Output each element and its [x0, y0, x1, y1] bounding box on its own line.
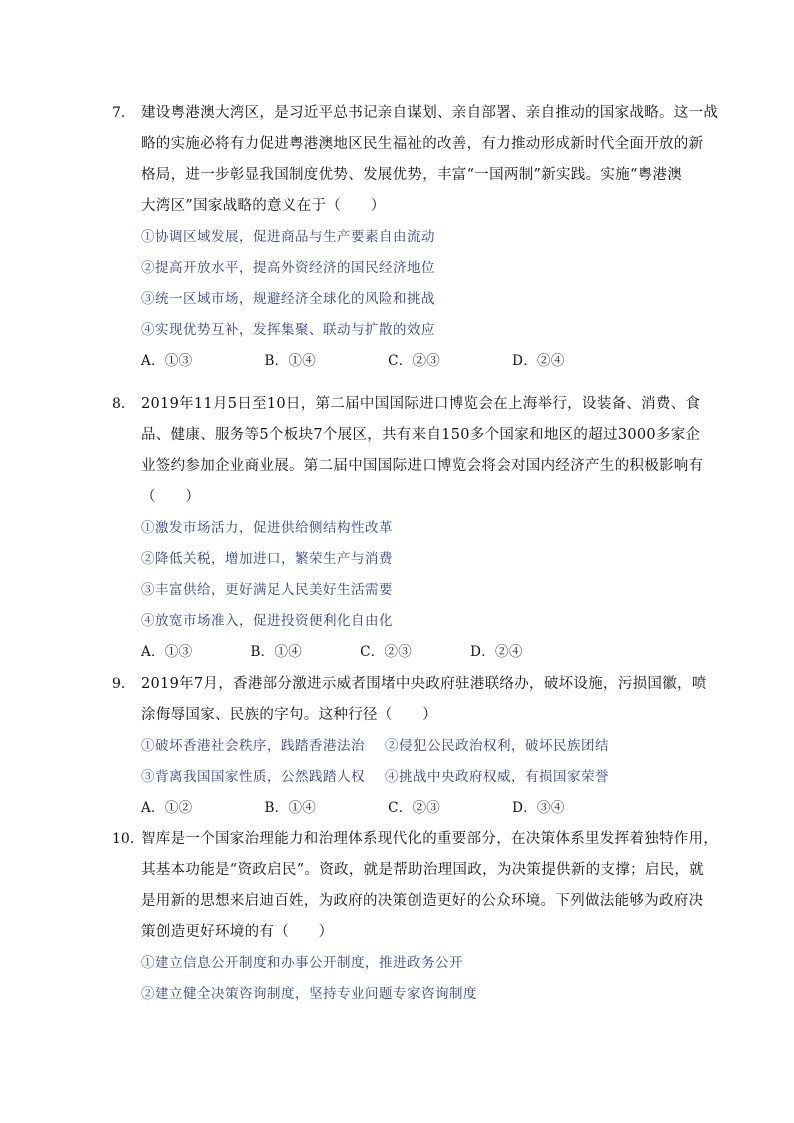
statement-option: ②建立健全决策咨询制度，坚持专业问题专家咨询制度	[141, 986, 477, 1002]
answer-choices	[141, 637, 692, 668]
choice-a: A．①③	[141, 353, 193, 369]
statement-option: ①破坏香港社会秩序，践踏香港法治	[141, 738, 365, 754]
choice-a: A．①③	[141, 644, 193, 660]
question-stem-line: 其基本功能是“资政启民”。资政，就是帮助治理国政，为决策提供新的支撑；启民，就	[141, 862, 705, 878]
statement-option: ③丰富供给，更好满足人民美好生活需要	[141, 582, 393, 598]
question-8	[112, 389, 704, 668]
statement-option-row	[141, 762, 692, 793]
question-number: 8．	[112, 396, 135, 412]
choice-c: C．②③	[360, 644, 413, 660]
question-7	[112, 98, 719, 377]
question-stem-line: 业签约参加企业商业展。第二届中国国际进口博览会将会对国内经济产生的积极影响有	[141, 458, 704, 474]
statement-option: ①协调区域发展，促进商品与生产要素自由流动	[141, 229, 435, 245]
question-stem-line: 涂侮辱国家、民族的字句。这种行径（ ）	[141, 707, 437, 723]
question-stem-line: 策创造更好环境的有（ ）	[141, 924, 334, 940]
answer-choices	[141, 793, 692, 824]
question-10	[112, 824, 719, 1010]
choice-d: D．③④	[512, 800, 565, 816]
statement-option: ①建立信息公开制度和办事公开制度，推进政务公开	[141, 955, 463, 971]
statement-option: ③背离我国国家性质，公然践踏人权	[141, 769, 365, 785]
question-stem-line: 2019年7月，香港部分激进示威者围堵中央政府驻港联络办，破坏设施，污损国徽，喷	[141, 676, 707, 692]
question-9	[112, 669, 707, 824]
statement-option: ②降低关税，增加进口，繁荣生产与消费	[141, 551, 393, 567]
statement-option: ③统一区域市场，规避经济全球化的风险和挑战	[141, 291, 435, 307]
answer-choices	[141, 346, 692, 377]
question-number: 10．	[112, 831, 144, 847]
choice-b: B．①④	[264, 353, 317, 369]
question-stem-line: 格局，进一步彰显我国制度优势、发展优势，丰富“一国两制”新实践。实施“粤港澳	[141, 167, 683, 183]
question-stem-line: 2019年11月5日至10日，第二届中国国际进口博览会在上海举行，设装备、消费、食	[141, 396, 701, 412]
question-number: 7．	[112, 105, 135, 121]
statement-option: ④实现优势互补，发挥集聚、联动与扩散的效应	[141, 322, 435, 338]
choice-d: D．②④	[470, 644, 523, 660]
question-stem-line: 建设粤港澳大湾区，是习近平总书记亲自谋划、亲自部署、亲自推动的国家战略。这一战	[141, 105, 719, 121]
choice-c: C．②③	[388, 353, 441, 369]
statement-option: ①激发市场活力，促进供给侧结构性改革	[141, 520, 393, 536]
question-stem-line: 是用新的思想来启迪百姓，为政府的决策创造更好的公众环境。下列做法能够为政府决	[141, 893, 704, 909]
statement-option: ④挑战中央政府权威，有损国家荣誉	[385, 769, 609, 785]
statement-option: ②侵犯公民政治权利，破坏民族团结	[385, 738, 609, 754]
question-stem-line: 品、健康、服务等5个板块7个展区，共有来自150多个国家和地区的超过3000多家企	[141, 427, 701, 443]
choice-d: D．②④	[512, 353, 565, 369]
question-stem-line: 略的实施必将有力促进粤港澳地区民生福祉的改善，有力推动形成新时代全面开放的新	[141, 136, 704, 152]
question-stem-line: （ ）	[141, 489, 201, 505]
choice-c: C．②③	[388, 800, 441, 816]
choice-b: B．①④	[264, 800, 317, 816]
choice-b: B．①④	[250, 644, 303, 660]
question-stem-line: 大湾区”国家战略的意义在于（ ）	[141, 198, 386, 214]
statement-option: ④放宽市场准入，促进投资便利化自由化	[141, 613, 393, 629]
question-number: 9．	[112, 676, 135, 692]
statement-option: ②提高开放水平，提高外资经济的国民经济地位	[141, 260, 435, 276]
statement-option-row	[141, 731, 692, 762]
choice-a: A．①②	[141, 800, 193, 816]
question-stem-line: 智库是一个国家治理能力和治理体系现代化的重要部分，在决策体系里发挥着独特作用，	[141, 831, 719, 847]
